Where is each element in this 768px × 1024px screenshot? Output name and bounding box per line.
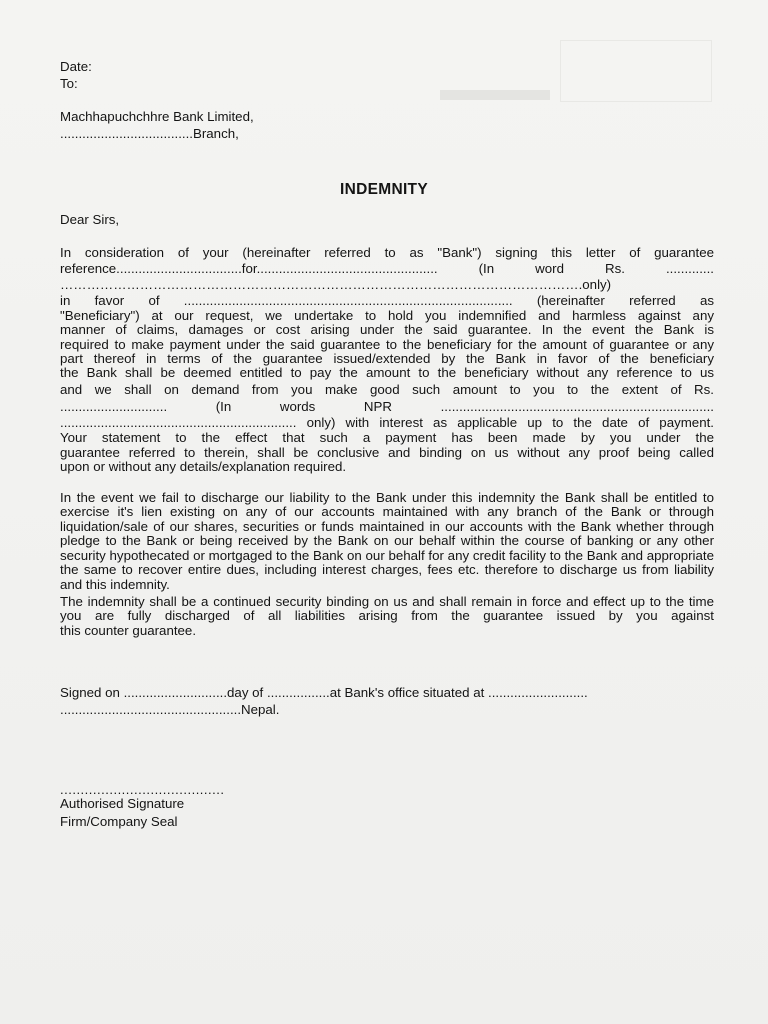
salutation: Dear Sirs, [60, 212, 120, 227]
para2-line: you are fully discharged of all liabilities arising from the guarantee issued by you against [60, 608, 714, 623]
para1-line: and we shall on demand from you make good such amount to you to the extent of Rs. [60, 382, 714, 397]
para1-line: manner of claims, damages or cost arising under the said guarantee. In the event the Bank is [60, 322, 714, 337]
para1-line: ……………………………………………………………………………………………………….only) [60, 277, 612, 292]
para1-line: guarantee referred to therein, shall be conclusive and binding on us without any proof being called [60, 445, 714, 460]
authorised-signature-label: Authorised Signature [60, 796, 185, 811]
para2-line: the same to recover entire dues, including interest charges, fees etc. therefore to discharge us from liability [60, 562, 714, 577]
branch-line: ....................................Branch, [60, 126, 239, 141]
to-label: To: [60, 76, 78, 91]
para1-line: reference..................................for................................................. (In word Rs. ............. [60, 261, 714, 276]
para1-line: upon or without any details/explanation required. [60, 459, 347, 474]
para2-line: security hypothecated or mortgaged to the Bank on our behalf for any credit facility to the Bank and appropriate [60, 548, 714, 563]
para1-line: ................................................................ only) with interest as applicable up to the date of payment. [60, 415, 714, 430]
signed-place-line: .................................................Nepal. [60, 702, 280, 717]
para1-line: In consideration of your (hereinafter referred to as "Bank") signing this letter of guarantee [60, 245, 714, 260]
para1-line: the Bank shall be deemed entitled to pay the amount to the beneficiary without any reference to us [60, 365, 714, 380]
date-label: Date: [60, 59, 92, 74]
para1-line: part thereof in terms of the guarantee issued/extended by the Bank in favor of the beneficiary [60, 351, 714, 366]
bleed-through-marks [440, 90, 550, 100]
para1-line: Your statement to the effect that such a payment has been made by you under the [60, 430, 714, 445]
para2-line: liquidation/sale of our shares, securities or funds maintained in our accounts with the Bank whether through [60, 519, 714, 534]
signed-on-line: Signed on ............................day of .................at Bank's office situated at ........................... [60, 685, 588, 700]
para2-line: The indemnity shall be a continued security binding on us and shall remain in force and effect up to the time [60, 594, 714, 609]
signature-line: ........................................ [60, 782, 225, 797]
para1-line: ............................. (In words NPR .......................................................................... [60, 399, 714, 414]
para1-line: required to make payment under the said guarantee to the beneficiary for the amount of guarantee or any [60, 337, 714, 352]
para2-line: this counter guarantee. [60, 623, 197, 638]
para2-line: and this indemnity. [60, 577, 170, 592]
para1-line: in favor of ......................................................................................... (hereinafter referred as [60, 293, 714, 308]
para1-line: "Beneficiary") at our request, we undertake to hold you indemnified and harmless against any [60, 308, 714, 323]
para2-line: exercise it's lien existing on any of our accounts maintained with any branch of the Bank or through [60, 504, 714, 519]
bank-name: Machhapuchchhre Bank Limited, [60, 109, 254, 124]
para2-line: In the event we fail to discharge our liability to the Bank under this indemnity the Bank shall be entitled to [60, 490, 714, 505]
company-seal-label: Firm/Company Seal [60, 814, 178, 829]
para2-line: pledge to the Bank or being received by the Bank on our behalf within the course of banking or any other [60, 533, 714, 548]
page-title: INDEMNITY [340, 181, 428, 198]
